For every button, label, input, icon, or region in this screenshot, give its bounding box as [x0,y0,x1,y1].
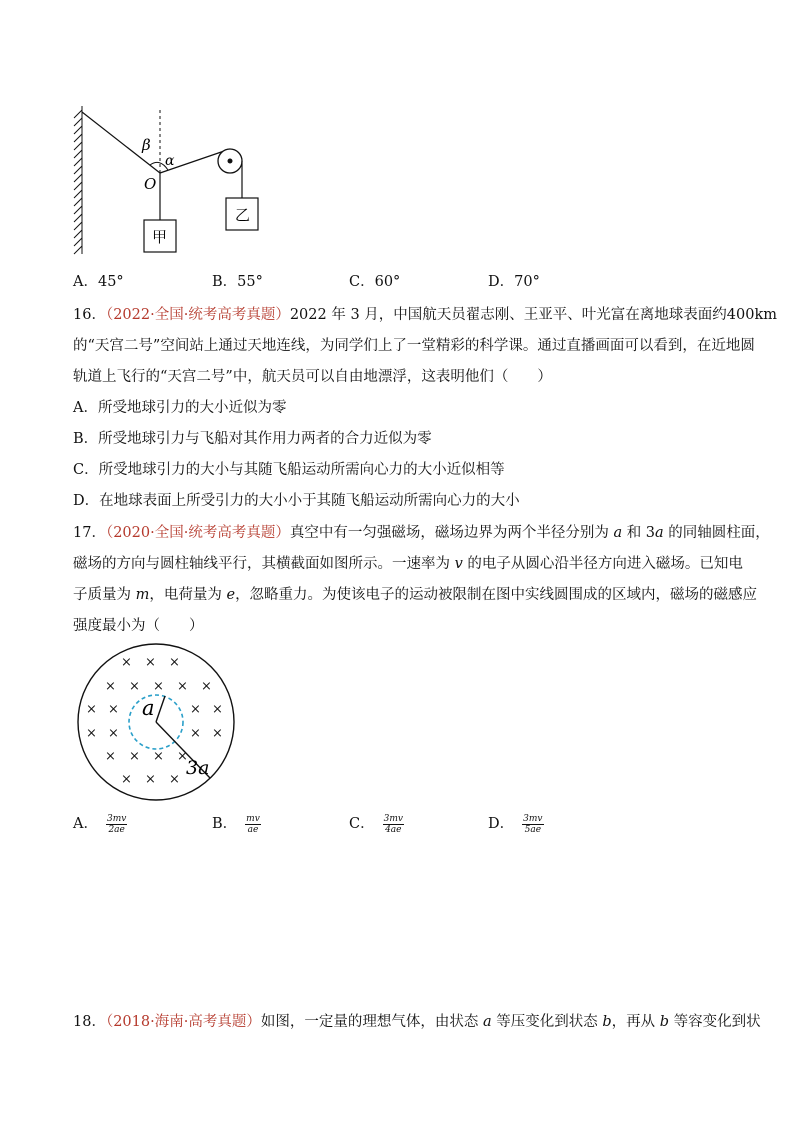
denominator: 5ae [524,824,542,835]
q15-option-a: A．45° [73,274,124,290]
q17-option-c [349,812,404,835]
label-a: a [142,696,155,720]
cross: × [190,726,201,741]
cross: × [145,772,156,787]
cross: × [212,702,223,717]
q17-text: 的电子从圆心沿半径方向进入磁场。已知电 [462,556,743,572]
q17-text: 磁场的方向与圆柱轴线平行，其横截面如图所示。一速率为 [73,556,455,572]
q17-var-v: v [454,556,463,572]
denominator: 2ae [108,824,125,835]
q18-text: 等压变化到状态 [491,1014,603,1030]
q17-var-a: a [655,525,664,541]
q17-text: 子质量为 [73,587,136,603]
q16-option-c: C．所受地球引力的大小与其随飞船运动所需向心力的大小近似相等 [73,462,505,478]
option-label: B． [212,816,238,832]
q15-option-b: B．55° [212,274,263,290]
cross: × [121,772,132,787]
cross: × [86,702,97,717]
label-yi: 乙 [235,206,251,224]
q17-figure [70,640,245,805]
cross: × [169,655,180,670]
label-jia: 甲 [152,228,168,246]
cross: × [177,749,188,764]
cross: × [121,655,132,670]
numerator: 3mv [383,813,403,824]
q17-text: 和 3 [622,525,656,541]
q17-option-d [488,812,544,835]
q17-text: ，忽略重力。为使该电子的运动被限制在图中实线圆围成的区域内，磁场的磁感应 [235,587,758,603]
numerator: mv [246,813,260,824]
q17-var-m: m [135,587,150,603]
q18-var-a: a [482,1014,492,1030]
fraction [106,814,127,835]
fraction [245,814,261,835]
cross: × [212,726,223,741]
denominator: ae [247,824,259,835]
denominator: 4ae [385,824,402,835]
cross: × [86,726,97,741]
q16-line-2: 的“天宫二号”空间站上通过天地连线，为同学们上了一堂精彩的科学课。通过直播画面可以看到，在近地圆 [73,338,755,354]
q16-line-1 [73,303,777,324]
label-o: O [144,175,157,193]
q18-number: 18． [73,1014,106,1030]
q17-line-2 [73,552,743,573]
q17-var-e: e [226,587,236,603]
q15-figure [64,98,264,258]
cross: × [108,702,119,717]
cross: × [201,679,212,694]
q18-var-b: b [602,1014,612,1030]
q18-source: （2018·海南·高考真题） [105,1014,261,1030]
q17-line-4: 强度最小为（ ） [73,618,204,634]
q16-option-a: A．所受地球引力的大小近似为零 [73,400,287,416]
q18-text: 等容变化到状 [669,1014,761,1030]
numerator: 3mv [106,813,127,824]
fraction [383,814,404,835]
q16-number: 16． [73,307,106,323]
q17-line-1 [73,521,770,542]
label-beta: β [142,136,151,154]
label-alpha: α [165,153,175,169]
cross: × [129,679,140,694]
fraction [522,814,543,835]
wall-hatch [74,106,82,254]
q17-line-3 [73,583,757,604]
q18-text: ，再从 [611,1014,660,1030]
label-3a: 3a [186,757,210,779]
numerator: 3mv [523,813,543,824]
q18-var-b: b [659,1014,670,1030]
cross: × [105,749,116,764]
cross: × [129,749,140,764]
q16-option-b: B．所受地球引力与飞船对其作用力两者的合力近似为零 [73,431,432,447]
option-label: C． [349,816,375,832]
option-label: A． [73,816,98,832]
option-label: D． [488,816,515,832]
q17-number: 17． [73,525,106,541]
cross: × [108,726,119,741]
q16-source: （2022·全国·统考高考真题） [105,307,290,323]
q16-option-d: D．在地球表面上所受引力的大小小于其随飞船运动所需向心力的大小 [73,493,520,509]
q16-line-3: 轨道上飞行的“天宫二号”中，航天员可以自由地漂浮，这表明他们（ ） [73,369,552,385]
cross: × [153,749,164,764]
q18-line-1 [73,1010,761,1031]
q18-text: 如图，一定量的理想气体，由状态 [260,1014,483,1030]
q16-text-1: 2022 年 3 月，中国航天员翟志刚、王亚平、叶光富在离地球表面约400km [289,307,777,323]
cross: × [153,679,164,694]
q17-var-a: a [613,525,623,541]
q17-source: （2020·全国·统考高考真题） [105,525,290,541]
q17-text: 真空中有一匀强磁场，磁场边界为两个半径分别为 [289,525,614,541]
q15-option-d: D．70° [488,274,540,290]
pulley-axle [228,159,233,164]
q17-option-a [73,812,127,835]
cross: × [145,655,156,670]
q15-option-c: C．60° [349,274,401,290]
cross: × [190,702,201,717]
cross: × [169,772,180,787]
cross: × [105,679,116,694]
q17-option-b [212,812,261,835]
cross: × [177,679,188,694]
q17-text: ，电荷量为 [149,587,227,603]
q17-text: 的同轴圆柱面， [663,525,770,541]
